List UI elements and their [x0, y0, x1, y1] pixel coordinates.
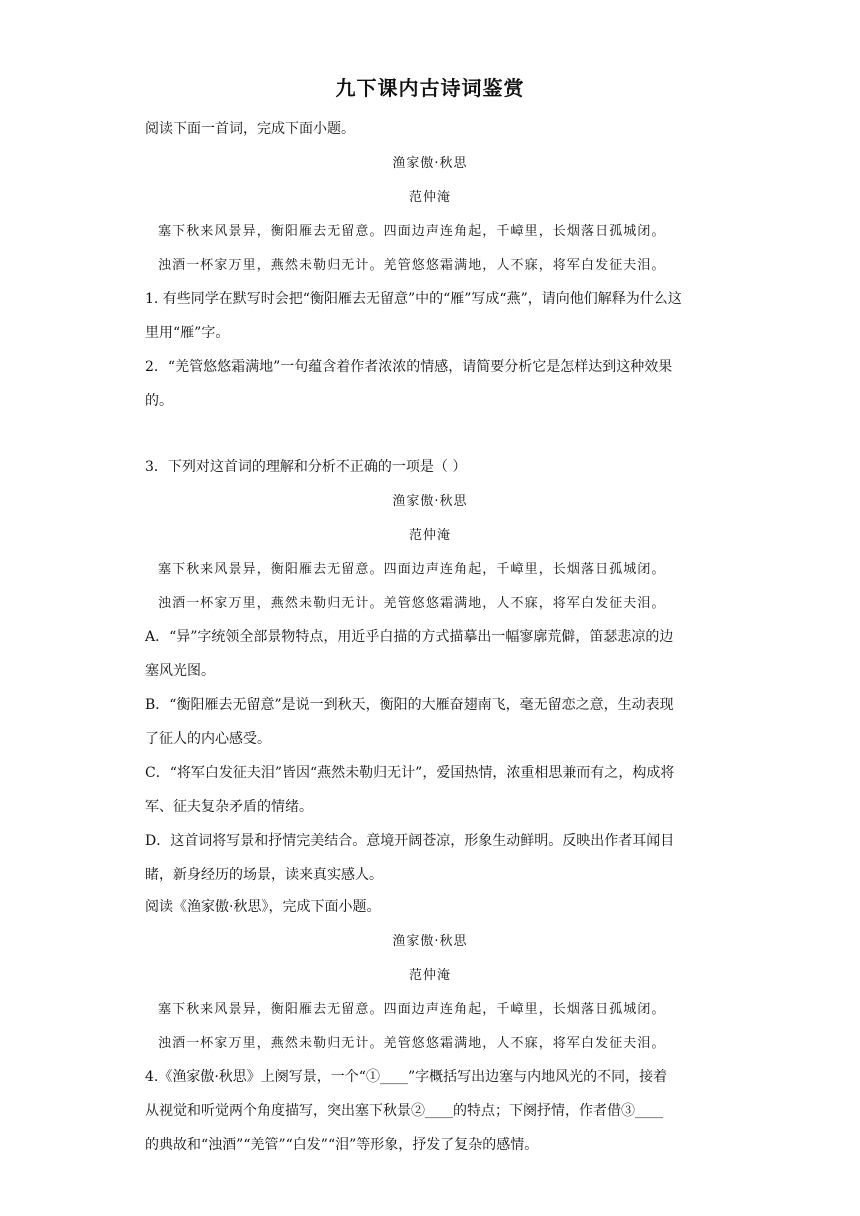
section3-intro: 阅读《渔家傲·秋思》，完成下面小题。 — [145, 899, 381, 915]
option-c-line1: C．“将军白发征夫泪”皆因“燕然未勒归无计”，爱国热情，浓重相思兼而有之，构成将 — [145, 765, 675, 781]
poem1-line2: 浊酒一杯家万里，燕然未勒归无计。羌管悠悠霜满地，人不寐，将军白发征夫泪。 — [158, 258, 666, 273]
option-a-line1: A．“异”字统领全部景物特点，用近乎白描的方式描摹出一幅寥廓荒僻，笛瑟悲凉的边 — [145, 629, 674, 645]
page-title: 九下课内古诗词鉴赏 — [335, 76, 525, 100]
section1-intro: 阅读下面一首词，完成下面小题。 — [145, 121, 355, 137]
option-a-line2: 塞风光图。 — [145, 663, 215, 679]
poem3-line2: 浊酒一杯家万里，燕然未勒归无计。羌管悠悠霜满地，人不寐，将军白发征夫泪。 — [158, 1036, 666, 1051]
option-d-line1: D．这首词将写景和抒情完美结合。意境开阔苍凉，形象生动鲜明。反映出作者耳闻目 — [145, 833, 675, 849]
question4-line3: 的典故和“浊酒”“羌管”“白发”“泪”等形象，抒发了复杂的感情。 — [145, 1137, 539, 1153]
option-c-line2: 军、征夫复杂矛盾的情绪。 — [145, 799, 313, 815]
poem3-author: 范仲淹 — [408, 968, 451, 983]
poem1-title: 渔家傲·秋思 — [392, 156, 468, 171]
poem2-line1: 塞下秋来风景异，衡阳雁去无留意。四面边声连角起，千嶂里，长烟落日孤城闭。 — [158, 562, 666, 577]
poem3-title: 渔家傲·秋思 — [392, 934, 468, 949]
question2-line2: 的。 — [145, 393, 173, 409]
poem1-line1: 塞下秋来风景异，衡阳雁去无留意。四面边声连角起，千嶂里，长烟落日孤城闭。 — [158, 224, 666, 239]
question1-line1: 1. 有些同学在默写时会把“衡阳雁去无留意”中的“雁”写成“燕”，请向他们解释为什么这 — [145, 291, 682, 307]
question3-stem: 3．下列对这首词的理解和分析不正确的一项是（ ） — [145, 459, 467, 475]
question1-line2: 里用“雁”字。 — [145, 325, 230, 341]
poem2-title: 渔家傲·秋思 — [392, 494, 468, 509]
question4-line2: 从视觉和听觉两个角度描写，突出塞下秋景②____的特点；下阕抒情，作者借③____ — [145, 1103, 663, 1119]
question2-line1: 2．“羌管悠悠霜满地”一句蕴含着作者浓浓的情感，请简要分析它是怎样达到这种效果 — [145, 359, 673, 375]
poem3-line1: 塞下秋来风景异，衡阳雁去无留意。四面边声连角起，千嶂里，长烟落日孤城闭。 — [158, 1002, 666, 1017]
poem1-author: 范仲淹 — [408, 190, 451, 205]
question4-line1: 4.《渔家傲·秋思》上阕写景，一个“①____”字概括写出边塞与内地风光的不同，接着 — [145, 1069, 668, 1085]
option-b-line1: B．“衡阳雁去无留意”是说一到秋天，衡阳的大雁奋翅南飞，毫无留恋之意，生动表现 — [145, 697, 674, 713]
poem2-line2: 浊酒一杯家万里，燕然未勒归无计。羌管悠悠霜满地，人不寐，将军白发征夫泪。 — [158, 596, 666, 611]
poem2-author: 范仲淹 — [408, 528, 451, 543]
option-d-line2: 睹，新身经历的场景，读来真实感人。 — [145, 867, 383, 883]
option-b-line2: 了征人的内心感受。 — [145, 731, 271, 747]
